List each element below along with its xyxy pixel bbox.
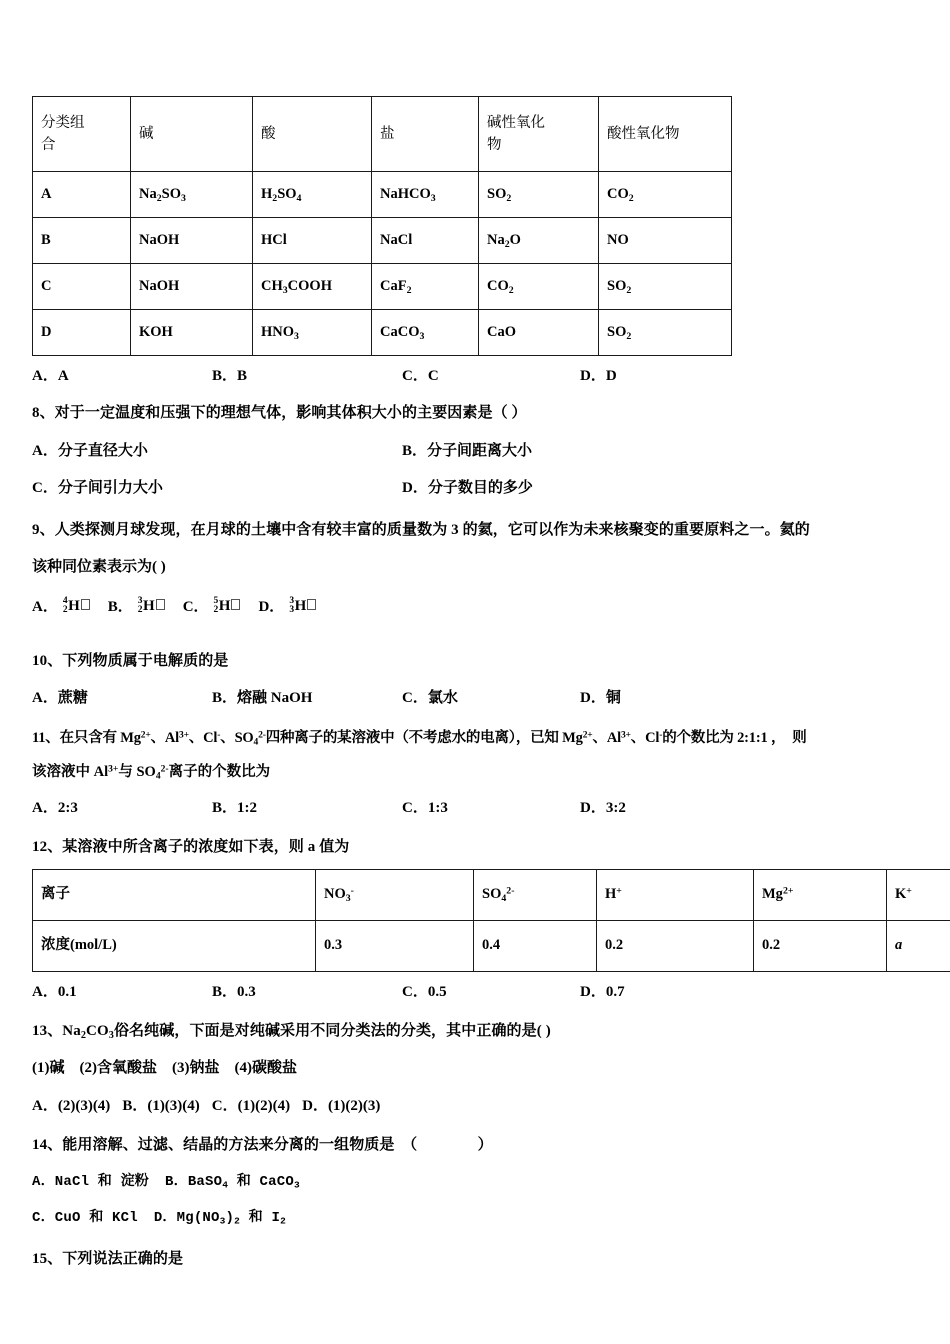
header-cell-category [33,97,131,172]
cell-acidic-oxide-d: $SO_2$ [599,310,732,356]
question-13-categories: (1)碱 (2)含氧酸盐 (3)钠盐 (4)碳酸盐 [32,1059,297,1076]
q10-option-b[interactable]: B．熔融 NaOH [212,689,313,706]
mass-number-d: 3 [289,595,295,606]
table-row [33,310,732,356]
ion-cell-so4: $SO_4^{2-}$ [474,869,597,920]
q14-option-b[interactable]: B．BaSO$_4$ 和 CaCO$_3$ [165,1174,300,1191]
cell-acid-c: $CH_3COOH$ [253,264,372,310]
question-12-stem: 12、某溶液中所含离子的浓度如下表，则 a 值为 [32,839,350,856]
isotope-numbers-b [138,597,143,616]
q13-option-d[interactable]: D．(1)(2)(3) [302,1098,381,1115]
isotope-notation-a [63,597,90,616]
missing-glyph-box-icon [156,599,165,610]
q9-option-d[interactable] [258,595,316,617]
option-c[interactable]: C．C [402,368,439,384]
question-14-stem: 14、能用溶解、过滤、结晶的方法来分离的一组物质是 （ ） [32,1137,493,1154]
cell-basic-oxide-d: CaO [479,310,599,356]
element-symbol-c: H [218,598,231,615]
q13-option-b[interactable]: B．(1)(3)(4) [122,1098,200,1115]
missing-glyph-box-icon [81,599,90,610]
header-cell-acidic-oxide: 酸性氧化物 [599,97,732,172]
header-basic-oxide-line2: 物 [487,137,502,153]
q12-option-c[interactable]: C．0.5 [402,983,447,1000]
q9-option-c-label: C． [182,598,209,615]
q11-option-d[interactable]: D．3:2 [580,800,626,817]
cell-base-d: KOH [131,310,253,356]
atomic-number-d: 3 [289,605,295,616]
table-row [33,264,732,310]
header-category-line2: 合 [41,137,56,153]
ion-concentration-table [32,869,950,972]
ion-row-label: 离子 [33,869,316,920]
spacer [32,617,918,637]
q10-option-a[interactable]: A．蔗糖 [32,689,88,706]
isotope-numbers-c [214,597,219,616]
table-row [33,172,732,218]
q9-option-c[interactable] [183,595,241,617]
q8-option-a[interactable]: A．分子直径大小 [32,443,148,460]
question-10-stem: 10、下列物质属于电解质的是 [32,652,229,669]
q14-option-d[interactable]: D．$Mg(NO_3)_2$ 和 $I_2$ [153,1210,287,1227]
row-label-d: D [33,310,131,356]
ion-cell-mg: $Mg^{2+}$ [754,869,887,920]
q14-option-a[interactable]: A．NaCl 和 淀粉 [32,1174,150,1191]
cell-salt-c: CaF$_2$ [372,264,479,310]
row-label-b: B [33,218,131,264]
isotope-notation-d [289,597,316,616]
option-b[interactable]: B．B [212,368,248,384]
concentration-k: a [887,920,950,971]
q10-option-d[interactable]: D．铜 [580,689,621,706]
element-symbol-b: H [143,598,155,615]
q12-option-d[interactable]: D．0.7 [580,983,625,1000]
cell-salt-d: CaCO$_3$ [372,310,479,356]
question-8-options-row1 [32,438,918,465]
concentration-mg: 0.2 [754,920,887,971]
cell-acidic-oxide-c: $SO_2$ [599,264,732,310]
page-content [32,96,918,1274]
cell-acid-a: $H_2SO_4$ [253,172,372,218]
q9-option-a[interactable] [32,595,90,617]
cell-acidic-oxide-a: $CO_2$ [599,172,732,218]
question-14-options-row2 [32,1206,918,1232]
q10-option-c[interactable]: C．氯水 [402,689,458,706]
q12-option-a[interactable]: A．0.1 [32,983,77,1000]
element-symbol-a: H [68,598,80,615]
cell-basic-oxide-a: $SO_2$ [479,172,599,218]
q14-option-c[interactable]: C．CuO 和 KCl [32,1210,138,1227]
question-11-stem-line2: 该溶液中 $Al^{3+}$与 $SO_4^{2-}$离子的个数比为 [32,763,271,782]
question-9-stem-line1: 9、人类探测月球发现，在月球的土壤中含有较丰富的质量数为 3 的氦，它可以作为未来核聚变的重要原料之一。氦的 [32,522,810,539]
table-header-row [33,97,732,172]
q9-option-b-label: B． [107,598,133,615]
row-label-a: A [33,172,131,218]
question-13-options [32,1093,918,1120]
mass-number-c: 5 [213,595,219,606]
q8-option-b[interactable]: B．分子间距离大小 [402,443,533,460]
header-cell-salt: 盐 [372,97,479,172]
q11-option-c[interactable]: C．1:3 [402,800,448,817]
cell-acid-b: HCl [253,218,372,264]
q11-option-b[interactable]: B．1:2 [212,800,258,817]
cell-basic-oxide-b: $Na_2O$ [479,218,599,264]
atomic-number-a: 2 [62,605,68,616]
question-8-stem: 8、对于一定温度和压强下的理想气体，影响其体积大小的主要因素是（ ） [32,405,527,421]
atomic-number-b: 2 [137,605,143,616]
concentration-so4: 0.4 [474,920,597,971]
header-basic-oxide-line1: 碱性氧化 [487,114,545,131]
option-a[interactable]: A．A [32,368,69,384]
concentration-row [33,920,950,971]
concentration-no3: 0.3 [316,920,474,971]
isotope-numbers-a [63,597,68,616]
cell-basic-oxide-c: $CO_2$ [479,264,599,310]
cell-salt-b: NaCl [372,218,479,264]
header-cell-base: 碱 [131,97,253,172]
header-cell-basic-oxide [479,97,599,172]
ion-cell-h: H+ [597,869,754,920]
isotope-numbers-d [289,597,294,616]
cell-base-c: NaOH [131,264,253,310]
question-8-options-row2 [32,475,918,502]
missing-glyph-box-icon [307,599,316,610]
question-12-options [32,979,918,1006]
atomic-number-c: 2 [213,605,219,616]
q11-option-a[interactable]: A．2:3 [32,800,78,817]
cell-acidic-oxide-b: NO [599,218,732,264]
q9-option-a-label: A． [32,598,58,615]
table-question-options [32,363,918,390]
concentration-row-label: 浓度(mol/L) [33,920,316,971]
cell-acid-d: $HNO_3$ [253,310,372,356]
isotope-notation-b [138,597,165,616]
question-15-stem: 15、下列说法正确的是 [32,1251,184,1268]
question-11-stem-line1: 11、在只含有 $Mg^{2+}$、$Al^{3+}$、Cl-、$SO_4^{2-}$四种离子的某溶液中（不考虑水的电离），已知 $Mg^{2+}$、$Al^{3+}$、Cl-的个数比为 2:1:1 ， 则 [32,729,807,748]
q13-option-c[interactable]: C．(1)(2)(4) [211,1098,291,1115]
row-label-c: C [33,264,131,310]
header-category-line1: 分类组 [41,114,85,131]
table-row [33,218,732,264]
cell-base-a: $Na_2SO_3$ [131,172,253,218]
header-cell-acid: 酸 [253,97,372,172]
classification-table [32,96,732,356]
mass-number-b: 3 [137,595,143,606]
q9-option-d-label: D． [258,598,285,615]
missing-glyph-box-icon [231,599,240,610]
q13-option-a[interactable]: A．(2)(3)(4) [32,1098,111,1115]
question-14-options-row1 [32,1170,918,1196]
question-9-stem-line2: 该种同位素表示为( ) [32,559,166,576]
q8-option-d[interactable]: D．分子数目的多少 [402,480,533,497]
q8-option-c[interactable]: C．分子间引力大小 [32,480,163,497]
ion-table-header-row [33,869,950,920]
ion-cell-k: K+ [887,869,950,920]
ion-cell-no3: $NO_3^-$ [316,869,474,920]
concentration-h: 0.2 [597,920,754,971]
question-10-options [32,685,918,712]
cell-base-b: NaOH [131,218,253,264]
cell-salt-a: NaHCO$_3$ [372,172,479,218]
question-13-stem: 13、$Na_2CO_3$俗名纯碱，下面是对纯碱采用不同分类法的分类，其中正确的是( ) [32,1022,551,1041]
q12-option-b[interactable]: B．0.3 [212,983,256,1000]
question-11-options [32,795,918,822]
option-d[interactable]: D．D [580,368,617,384]
question-9-options [32,595,918,617]
element-symbol-d: H [294,598,307,615]
mass-number-a: 4 [62,595,68,606]
q9-option-b[interactable] [108,595,165,617]
isotope-notation-c [214,597,241,616]
